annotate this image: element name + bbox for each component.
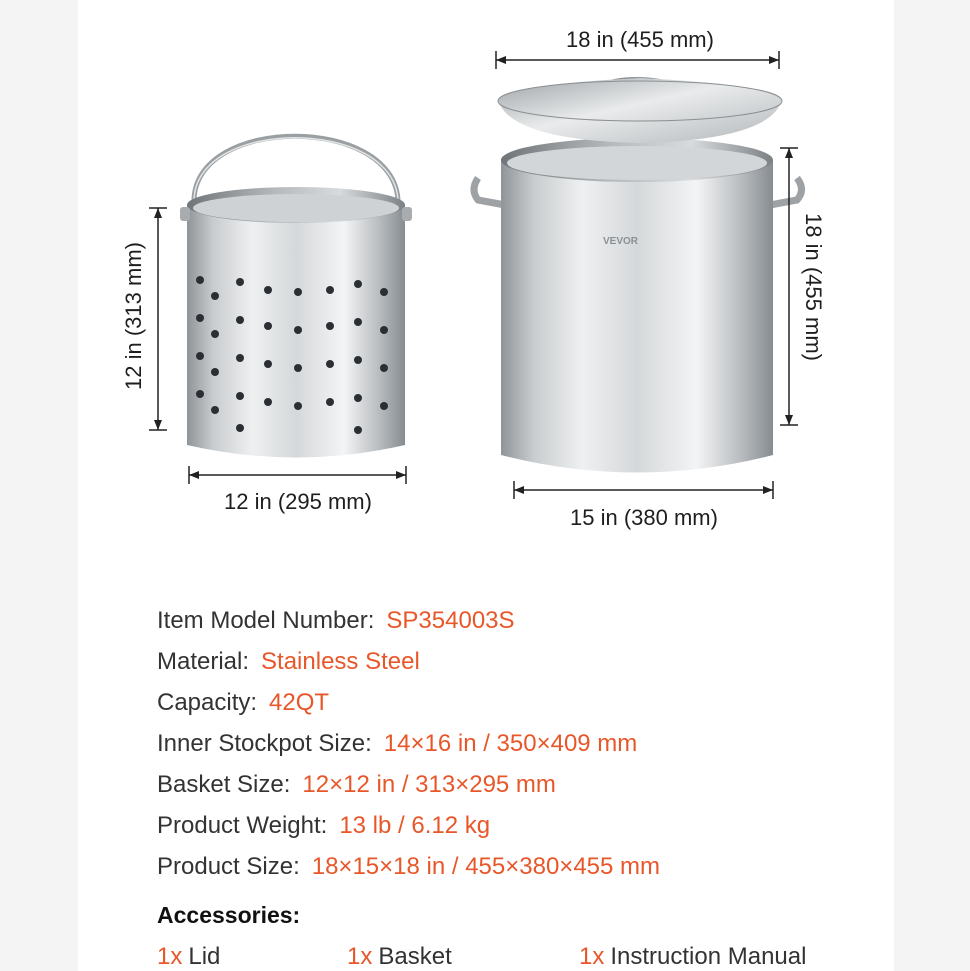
spec-row-product-size — [157, 846, 917, 887]
spec-value: 12×12 in / 313×295 mm — [302, 770, 556, 798]
accessory-name: Basket — [378, 943, 452, 970]
spec-label: Basket Size: — [157, 770, 291, 798]
accessory-item-manual — [579, 943, 806, 971]
spec-row-model — [157, 600, 917, 641]
spec-value: 18×15×18 in / 455×380×455 mm — [311, 852, 661, 880]
spec-row-capacity — [157, 682, 917, 723]
spec-label: Capacity: — [157, 688, 258, 716]
spec-label: Item Model Number: — [157, 606, 375, 634]
spec-value: 14×16 in / 350×409 mm — [383, 729, 638, 757]
spec-row-basket-size — [157, 764, 917, 805]
pot-width-label: 15 in (380 mm) — [570, 505, 718, 530]
spec-label: Inner Stockpot Size: — [157, 729, 372, 757]
accessory-name: Lid — [188, 943, 221, 970]
basket-height-label: 12 in (313 mm) — [121, 242, 146, 390]
spec-value: Stainless Steel — [261, 647, 420, 675]
spec-label: Product Size: — [157, 852, 300, 880]
brand-logo-mark: VEVOR — [603, 236, 639, 247]
spec-row-material — [157, 641, 917, 682]
accessory-name: Instruction Manual — [610, 943, 807, 970]
pot-height-label: 18 in (455 mm) — [801, 213, 826, 361]
accessories-title: Accessories: — [157, 902, 301, 928]
accessory-qty: 1x — [347, 943, 373, 970]
spec-list — [157, 600, 917, 887]
spec-value: 42QT — [269, 688, 330, 716]
spec-row-inner-size — [157, 723, 917, 764]
stockpot-illustration — [474, 138, 802, 473]
accessory-item-lid — [157, 943, 220, 971]
basket-width-label: 12 in (295 mm) — [224, 489, 372, 514]
spec-label: Product Weight: — [157, 811, 328, 839]
accessory-qty: 1x — [157, 943, 183, 970]
basket-illustration — [180, 136, 412, 457]
spec-row-weight — [157, 805, 917, 846]
spec-label: Material: — [157, 647, 250, 675]
spec-value: SP354003S — [386, 606, 515, 634]
lid-width-label: 18 in (455 mm) — [566, 27, 714, 52]
spec-value: 13 lb / 6.12 kg — [339, 811, 491, 839]
lid-illustration — [498, 78, 782, 143]
accessory-item-basket — [347, 943, 452, 971]
accessory-qty: 1x — [579, 943, 605, 970]
